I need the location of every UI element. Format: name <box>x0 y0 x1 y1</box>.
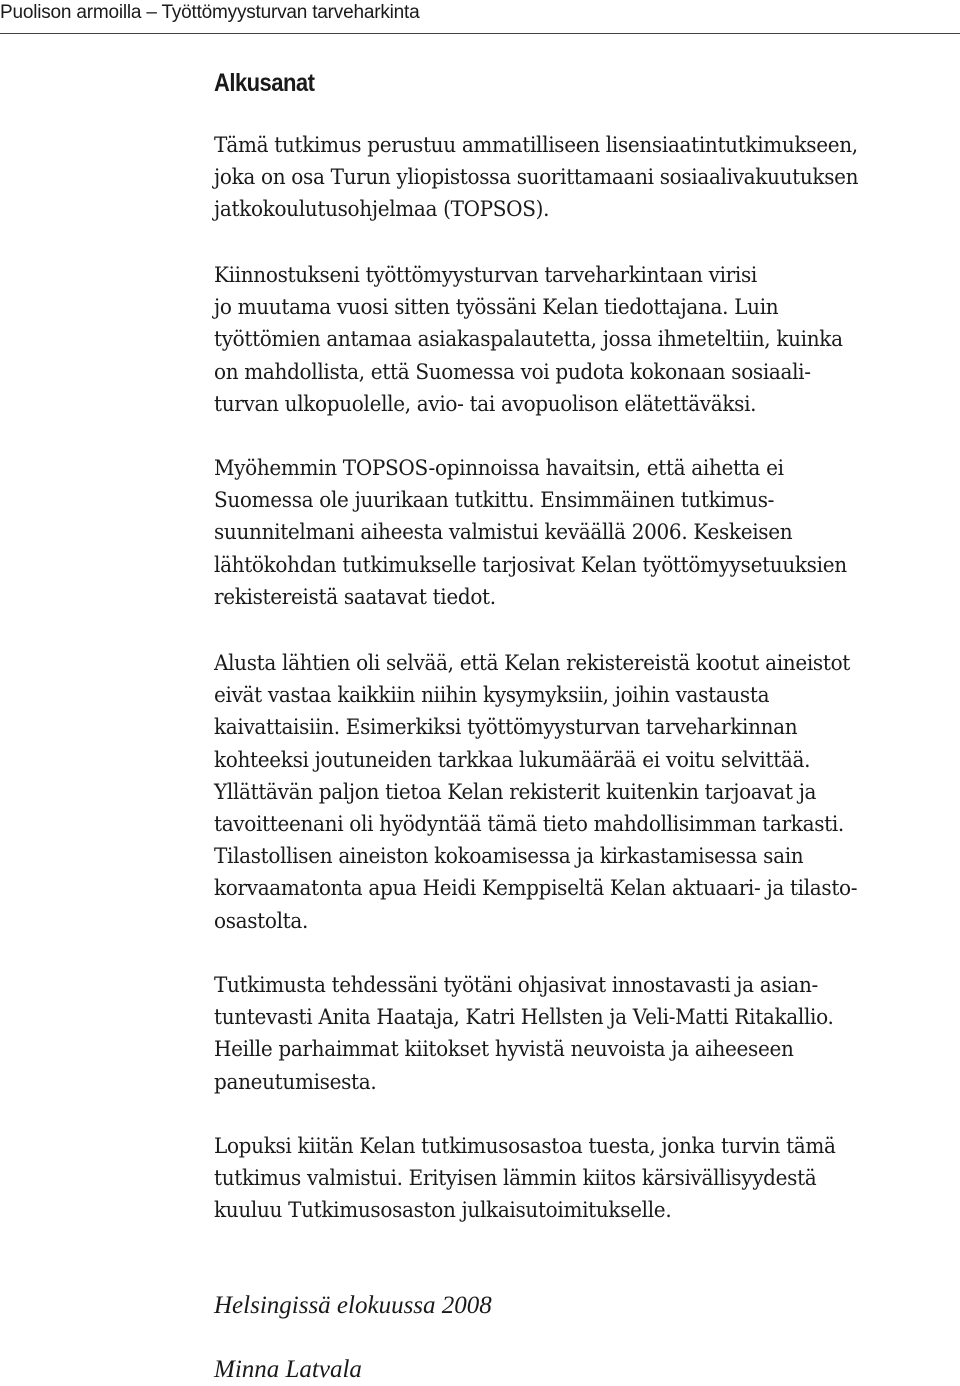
text-line: jatkokoulutusohjelmaa (TOPSOS). <box>214 197 550 223</box>
text-line: jo muutama vuosi sitten työssäni Kelan tiedottajana. Luin <box>214 295 779 321</box>
text-line: eivät vastaa kaikkiin niihin kysymyksiin, joihin vastausta <box>214 683 770 709</box>
paragraph-2 <box>214 260 959 421</box>
text-line: Tutkimusta tehdessäni työtäni ohjasivat innostavasti ja asian- <box>214 973 818 998</box>
text-line: kaivattaisiin. Esimerkiksi työttömyysturvan tarveharkinnan <box>214 715 798 741</box>
text-line: Yllättävän paljon tietoa Kelan rekisterit kuitenkin tarjoavat ja <box>214 779 817 805</box>
text-line: on mahdollista, että Suomessa voi pudota kokonaan sosiaali- <box>214 359 811 385</box>
text-line: kohteeksi joutuneiden tarkkaa lukumäärää ei voitu selvittää. <box>214 747 811 773</box>
text-line: tavoitteenani oli hyödyntää tämä tieto mahdollisimman tarkasti. <box>214 812 844 838</box>
paragraph-6 <box>214 1131 959 1228</box>
page-heading: Alkusanat <box>214 69 315 97</box>
text-line: lähtökohdan tutkimukselle tarjosivat Kelan työttömyysetuuksien <box>214 552 847 578</box>
text-line: Myöhemmin TOPSOS-opinnoissa havaitsin, että aihetta ei <box>214 456 784 481</box>
running-header: Puolison armoilla – Työttömyysturvan tarveharkinta <box>0 2 420 23</box>
author-signature: Minna Latvala <box>214 1356 362 1383</box>
text-line: Tämä tutkimus perustuu ammatilliseen lisensiaatintutkimukseen, <box>214 133 858 158</box>
paragraph-4 <box>214 648 959 938</box>
text-line: tutkimus valmistui. Erityisen lämmin kiitos kärsivällisyydestä <box>214 1166 817 1192</box>
paragraph-3 <box>214 453 959 614</box>
text-line: Kiinnostukseni työttömyysturvan tarveharkintaan virisi <box>214 263 757 288</box>
header-rule <box>0 33 960 34</box>
text-line: turvan ulkopuolelle, avio- tai avopuolison elätettäväksi. <box>214 391 757 417</box>
text-line: Tilastollisen aineiston kokoamisessa ja kirkastamisessa sain <box>214 844 804 870</box>
text-line: rekistereistä saatavat tiedot. <box>214 584 496 610</box>
text-line: suunnitelmani aiheesta valmistui keväällä 2006. Keskeisen <box>214 520 793 546</box>
text-line: osastolta. <box>214 908 309 934</box>
text-line: kuuluu Tutkimusosaston julkaisutoimitukselle. <box>214 1198 672 1224</box>
text-line: Lopuksi kiitän Kelan tutkimusosastoa tuesta, jonka turvin tämä <box>214 1134 836 1159</box>
text-line: joka on osa Turun yliopistossa suorittamaani sosiaalivakuutuksen <box>214 165 859 191</box>
paragraph-1 <box>214 130 959 227</box>
text-line: Alusta lähtien oli selvää, että Kelan rekistereistä kootut aineistot <box>214 651 851 676</box>
place-date: Helsingissä elokuussa 2008 <box>214 1292 492 1319</box>
text-line: korvaamatonta apua Heidi Kemppiseltä Kelan aktuaari- ja tilasto- <box>214 876 858 902</box>
paragraph-5 <box>214 970 959 1099</box>
text-line: Heille parhaimmat kiitokset hyvistä neuvoista ja aiheeseen <box>214 1037 794 1063</box>
text-line: paneutumisesta. <box>214 1069 377 1095</box>
text-line: Suomessa ole juurikaan tutkittu. Ensimmäinen tutkimus- <box>214 488 775 514</box>
text-line: tuntevasti Anita Haataja, Katri Hellsten ja Veli-Matti Ritakallio. <box>214 1005 834 1031</box>
text-line: työttömien antamaa asiakaspalautetta, jossa ihmeteltiin, kuinka <box>214 327 843 353</box>
